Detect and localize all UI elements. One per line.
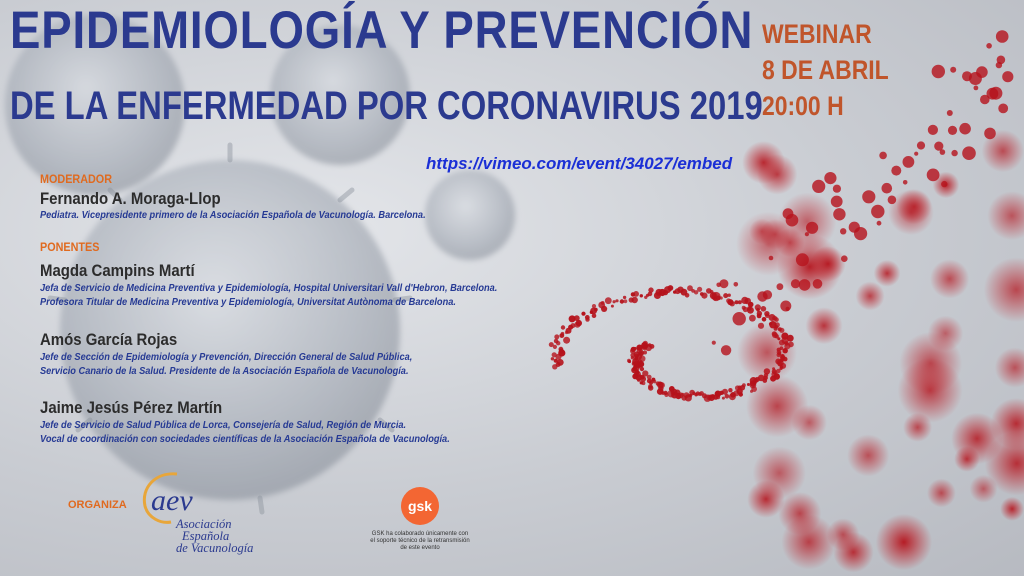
particle bbox=[812, 180, 825, 193]
particle bbox=[903, 156, 915, 168]
particle bbox=[697, 287, 702, 292]
particle bbox=[980, 95, 990, 105]
particle bbox=[561, 325, 565, 329]
particle bbox=[712, 292, 721, 301]
particle bbox=[549, 342, 554, 347]
particle bbox=[879, 152, 887, 160]
particle bbox=[984, 257, 1024, 322]
particle bbox=[725, 394, 730, 399]
particle bbox=[632, 297, 638, 303]
particle bbox=[554, 334, 559, 339]
moderator-name: Fernando A. Moraga-Llop bbox=[40, 189, 221, 208]
speaker-description bbox=[40, 351, 412, 378]
particle bbox=[959, 123, 971, 135]
particle bbox=[557, 359, 564, 366]
particle bbox=[712, 341, 716, 345]
event-info bbox=[762, 16, 889, 124]
organizer-label: ORGANIZA bbox=[68, 499, 127, 511]
speaker-description-line: Vocal de coordinación con sociedades científicas de la Asociación Española de Vacunología. bbox=[40, 432, 450, 445]
particle bbox=[903, 180, 908, 185]
particle bbox=[891, 166, 901, 176]
particle bbox=[1000, 497, 1024, 521]
particle bbox=[592, 304, 596, 308]
organizer-name bbox=[176, 518, 253, 554]
particle bbox=[585, 315, 590, 320]
particle bbox=[877, 221, 882, 226]
particle bbox=[757, 154, 797, 194]
particle bbox=[563, 337, 570, 344]
speaker-description bbox=[40, 282, 497, 309]
particle bbox=[736, 212, 800, 276]
event-type: WEBINAR bbox=[762, 19, 872, 49]
particle bbox=[840, 228, 846, 234]
particle bbox=[753, 446, 806, 499]
particle bbox=[747, 307, 754, 314]
particle bbox=[734, 282, 739, 287]
particle bbox=[824, 172, 836, 184]
particle bbox=[728, 388, 732, 392]
particle bbox=[574, 315, 580, 321]
speaker-description-line: Profesora Titular de Medicina Preventiva y Epidemiología, Universitat Autònoma de Barcelona. bbox=[40, 295, 456, 308]
moderator-description-line: Pediatra. Vicepresidente primero de la Asociación Española de Vacunología. Barcelona. bbox=[40, 209, 426, 221]
particle bbox=[611, 305, 614, 308]
speaker-description-line: Servicio Canario de la Salud. Presidente de la Asociación Española de Vacunología. bbox=[40, 364, 409, 377]
particle bbox=[762, 317, 767, 322]
particle bbox=[780, 301, 791, 312]
speaker-description-line: Jefa de Servicio de Medicina Preventiva y Epidemiología, Hospital Universitari Vall d'Hebron, Barcelona. bbox=[40, 282, 498, 294]
particle bbox=[847, 434, 889, 476]
particle bbox=[552, 352, 557, 357]
particle bbox=[747, 383, 750, 386]
particle bbox=[862, 190, 875, 203]
particle bbox=[559, 347, 564, 352]
particle bbox=[934, 142, 943, 151]
gsk-logo bbox=[400, 486, 440, 526]
particle bbox=[927, 479, 956, 508]
moderator-heading: MODERADOR bbox=[40, 172, 112, 186]
particle bbox=[874, 260, 901, 287]
particle bbox=[716, 283, 721, 288]
particle bbox=[1002, 71, 1013, 82]
particle bbox=[948, 126, 957, 135]
sponsor-note: GSK ha colaborado únicamente con el soporte técnico de la retransmisión de este evento bbox=[370, 531, 470, 551]
particle bbox=[648, 287, 653, 292]
particle bbox=[888, 189, 934, 235]
particle bbox=[551, 357, 554, 360]
particle bbox=[962, 146, 976, 160]
particle bbox=[930, 259, 969, 298]
particle bbox=[969, 72, 982, 85]
particle bbox=[648, 384, 653, 389]
particle bbox=[633, 347, 637, 351]
particle bbox=[781, 515, 836, 570]
particle bbox=[701, 293, 707, 299]
particle bbox=[951, 150, 957, 156]
particle bbox=[743, 307, 748, 312]
particle bbox=[642, 370, 648, 376]
moderator-description bbox=[40, 209, 426, 223]
title-line-2: DE LA ENFERMEDAD POR CORONAVIRUS 2019 bbox=[10, 84, 763, 128]
particle bbox=[998, 104, 1008, 114]
particle bbox=[722, 397, 725, 400]
particle bbox=[746, 375, 808, 437]
particle bbox=[871, 205, 884, 218]
particle bbox=[947, 110, 953, 116]
particle bbox=[728, 294, 731, 297]
particle bbox=[882, 183, 893, 194]
particle bbox=[914, 152, 918, 156]
particle bbox=[950, 67, 956, 73]
particle bbox=[721, 345, 731, 355]
particle bbox=[833, 532, 873, 572]
vimeo-event-link[interactable]: https://vimeo.com/event/34027/embed bbox=[426, 154, 733, 173]
speaker-description bbox=[40, 419, 450, 446]
particle bbox=[951, 413, 1003, 465]
particle bbox=[749, 315, 756, 322]
particle bbox=[932, 65, 945, 78]
event-date: 8 DE ABRIL bbox=[762, 55, 889, 85]
particle bbox=[933, 172, 960, 199]
particle bbox=[757, 291, 767, 301]
particle bbox=[613, 300, 616, 303]
particle bbox=[974, 86, 979, 91]
particle bbox=[810, 246, 845, 281]
speakers-heading: PONENTES bbox=[40, 240, 100, 254]
particle bbox=[723, 293, 728, 298]
particle bbox=[594, 308, 598, 312]
particle bbox=[623, 296, 626, 299]
speaker-name: Jaime Jesús Pérez Martín bbox=[40, 398, 223, 417]
particle bbox=[643, 351, 647, 355]
particle bbox=[640, 294, 643, 297]
particle bbox=[995, 348, 1024, 388]
organizer-name-line: Asociación bbox=[176, 517, 232, 531]
particle bbox=[605, 297, 612, 304]
event-time: 20:00 H bbox=[762, 91, 844, 121]
particle bbox=[554, 339, 559, 344]
particle bbox=[996, 62, 1002, 68]
particle bbox=[730, 301, 735, 306]
particle bbox=[903, 413, 932, 442]
particle bbox=[996, 30, 1009, 43]
particle bbox=[982, 130, 1024, 172]
particle bbox=[970, 475, 998, 503]
particle bbox=[876, 514, 932, 570]
aev-logo-text: aev bbox=[151, 484, 193, 517]
particle bbox=[833, 185, 841, 193]
particle bbox=[737, 322, 797, 382]
particle bbox=[806, 307, 843, 344]
particle bbox=[854, 227, 867, 240]
particle bbox=[561, 332, 565, 336]
particle bbox=[761, 306, 767, 312]
particle bbox=[648, 343, 652, 347]
particle bbox=[651, 378, 655, 382]
organizer-name-line: Española bbox=[182, 529, 230, 543]
particle bbox=[601, 301, 605, 305]
particle bbox=[917, 141, 925, 149]
particle bbox=[774, 317, 779, 322]
particle bbox=[627, 359, 631, 363]
particle bbox=[733, 312, 746, 325]
particle bbox=[899, 332, 962, 395]
particle bbox=[719, 279, 728, 288]
particle bbox=[615, 299, 618, 302]
particle bbox=[685, 293, 690, 298]
particle bbox=[856, 282, 885, 311]
speaker-description-line: Jefe de Servicio de Salud Pública de Lorca, Consejería de Salud, Región de Murcia. bbox=[40, 419, 407, 431]
gsk-logo-text: gsk bbox=[407, 498, 433, 514]
speaker-name: Amós García Rojas bbox=[40, 330, 178, 349]
particle bbox=[986, 43, 992, 49]
particle bbox=[668, 285, 674, 291]
organizer-name-line: de Vacunología bbox=[176, 541, 254, 555]
particle bbox=[831, 196, 843, 208]
particle bbox=[987, 191, 1024, 240]
particle bbox=[729, 393, 736, 400]
particle bbox=[669, 386, 675, 392]
particle bbox=[738, 300, 742, 304]
particle bbox=[624, 299, 628, 303]
particle bbox=[633, 291, 639, 297]
title-line-1: EPIDEMIOLOGÍA Y PREVENCIÓN bbox=[10, 1, 754, 60]
speaker-description-line: Jefe de Sección de Epidemiología y Prevención, Dirección General de Salud Pública, bbox=[40, 351, 413, 363]
particle bbox=[620, 299, 624, 303]
particle bbox=[989, 87, 1002, 100]
particle bbox=[757, 314, 762, 319]
particle bbox=[928, 125, 938, 135]
particle bbox=[656, 381, 660, 385]
particle bbox=[581, 312, 585, 316]
particle bbox=[643, 341, 648, 346]
speaker-name: Magda Campins Martí bbox=[40, 261, 195, 280]
